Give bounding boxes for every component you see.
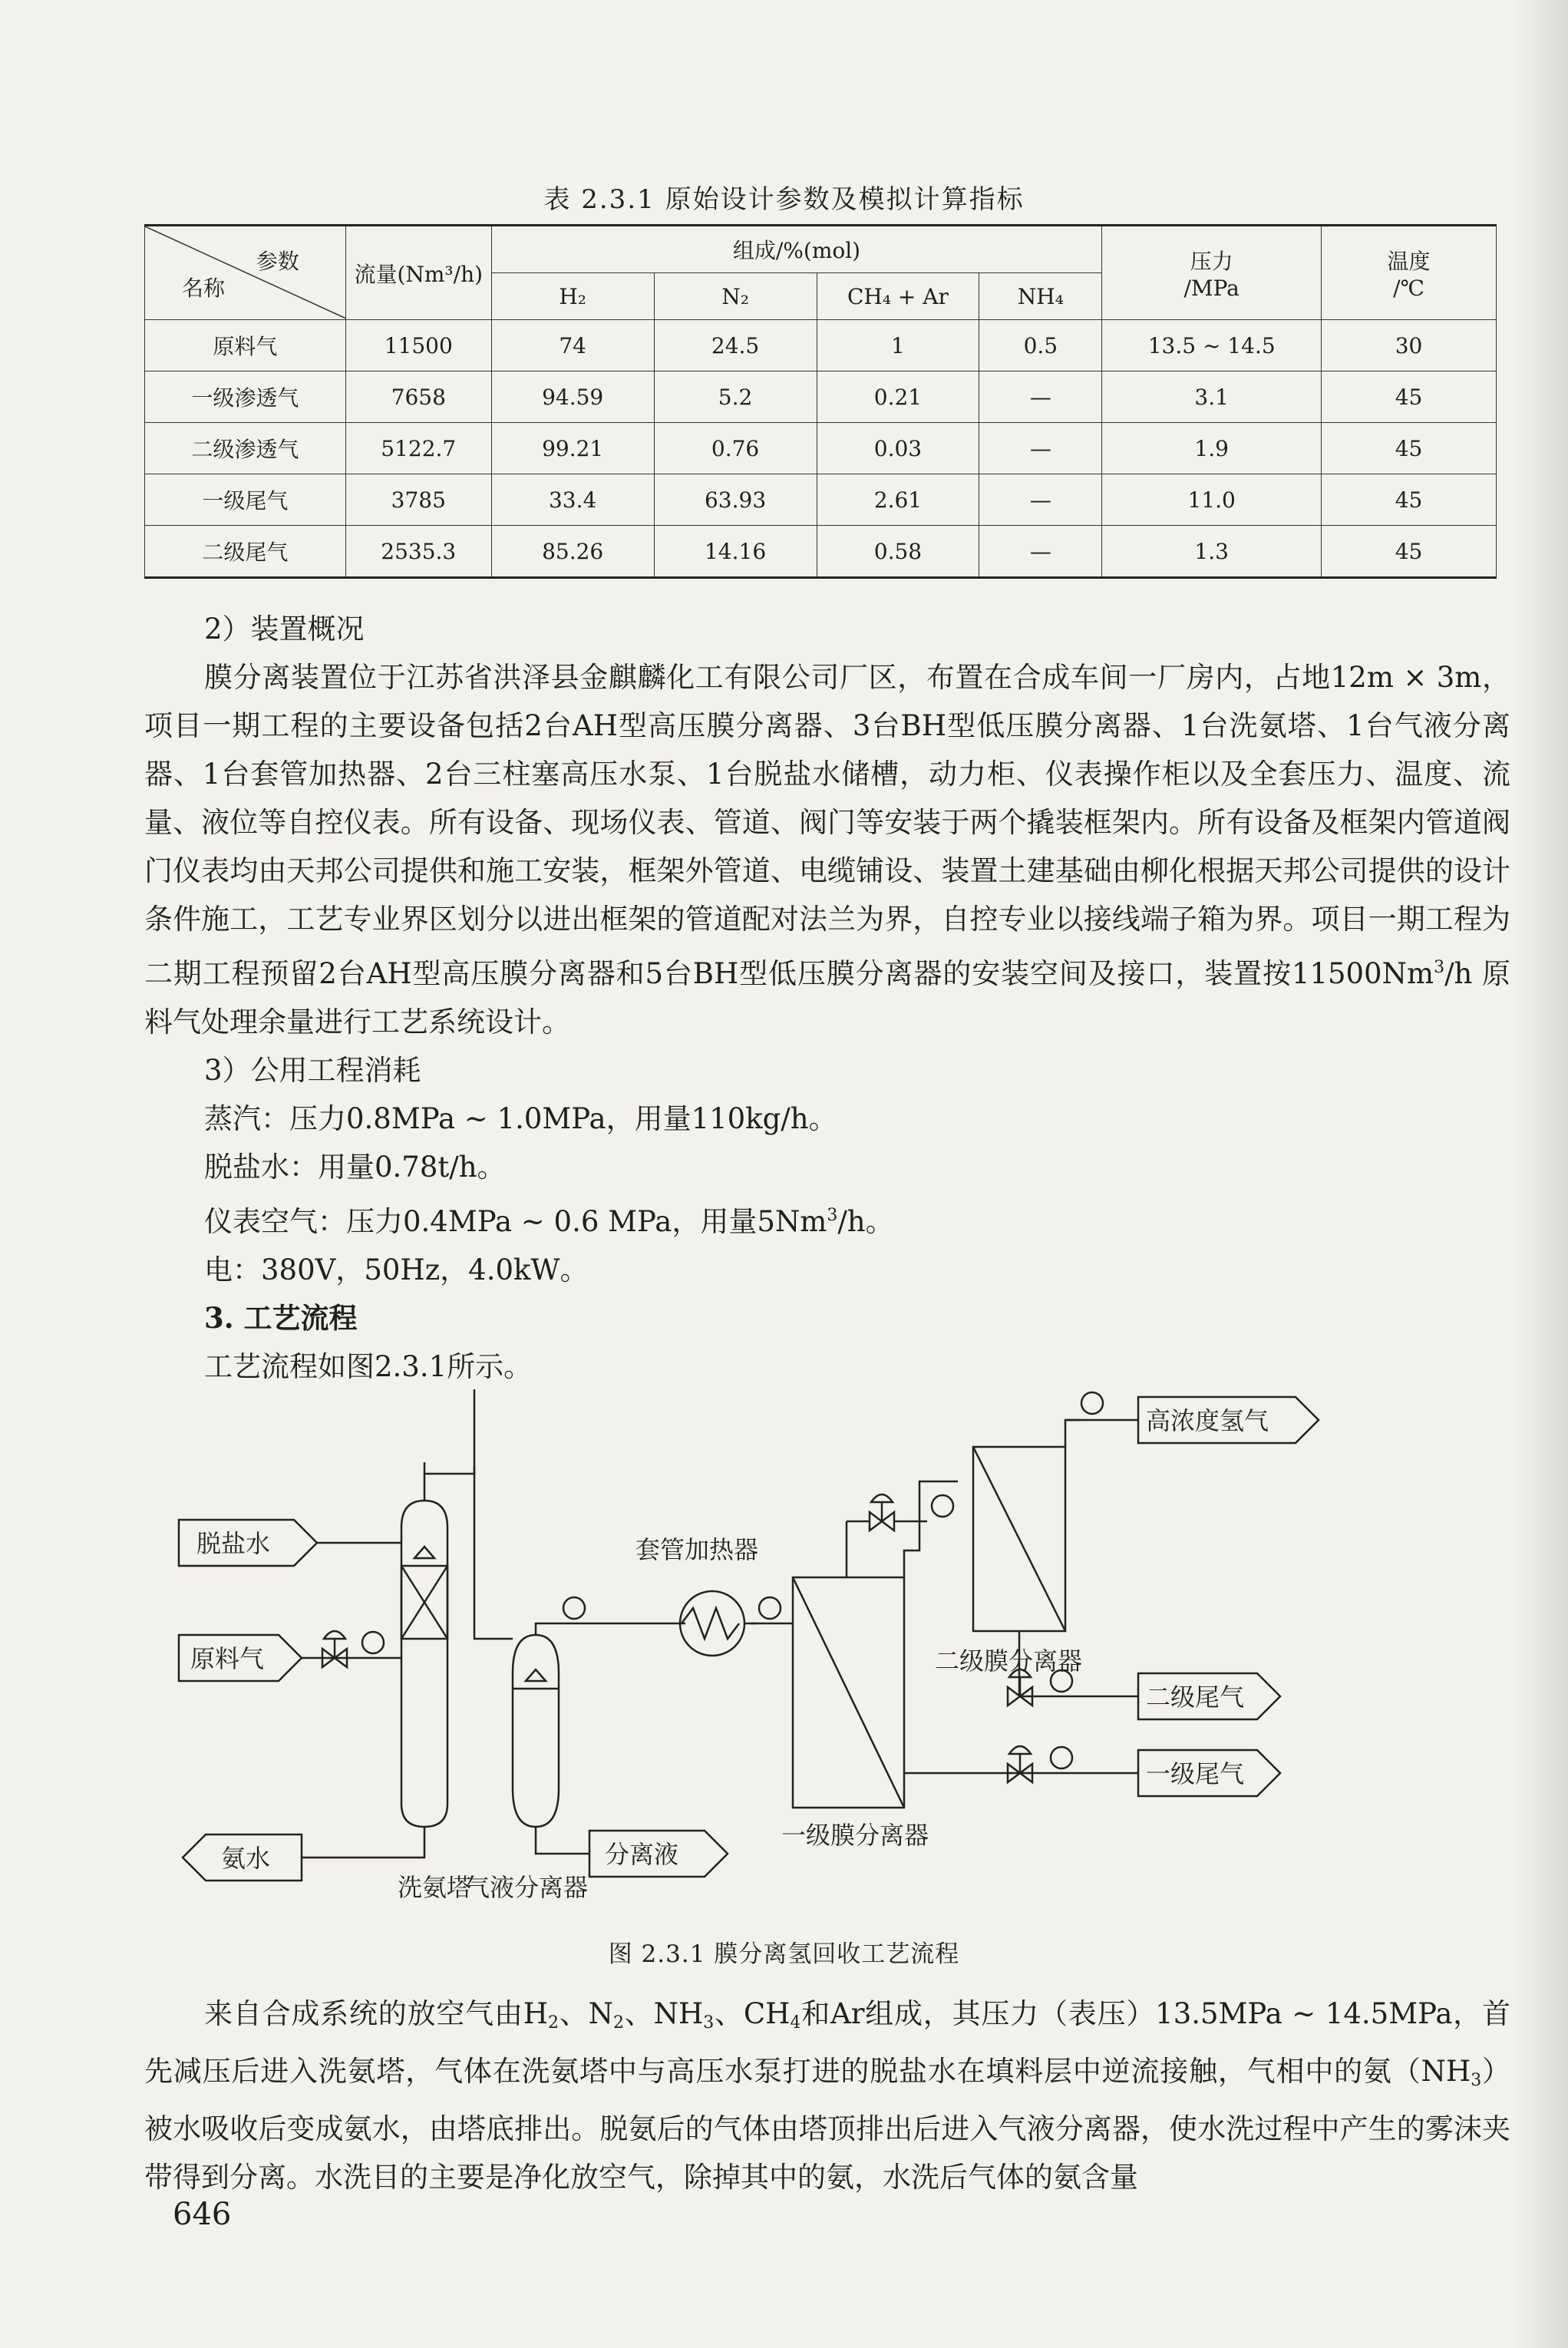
label-gas-liquid-separator: 气液分离器 <box>465 1873 589 1902</box>
body-text-upper <box>144 605 1510 1391</box>
high-purity-hydrogen-box <box>1138 1397 1319 1443</box>
stage1-tail-valve <box>1008 1746 1032 1782</box>
stage1-tail-box <box>1138 1750 1280 1796</box>
utility-power: 电：380V，50Hz，4.0kW。 <box>204 1253 589 1286</box>
stage2-tail-box <box>1138 1673 1280 1719</box>
paragraph-overview: 膜分离装置位于江苏省洪泽县金麒麟化工有限公司厂区，布置在合成车间一厂房内，占地12m × 3m，项目一期工程的主要设备包括2台AH型高压膜分离器、3台BH型低压膜分离器、1台洗氨塔、1台气液分离器、1台套管加热器、2台三柱塞高压水泵、1台脱盐水储槽，动力柜、仪表操作柜以及全套压力、温度、流量、液位等自控仪表。所有设备、现场仪表、管道、阀门等安装于两个撬装框架内。所有设备及框架内管道阀门仪表均由天邦公司提供和施工安装，框架外管道、电缆铺设、装置土建基础由柳化根据天邦公司提供的设计条件施工，工艺专业界区划分以进出框架的管道配对法兰为界，自控专业以接线端子箱为界。项目一期工程为二期工程预留2台AH型高压膜分离器和5台BH型低压膜分离器的安装空间及接口，装置按11500Nm$^3$/h 原料气处理余量进行工艺系统设计。 <box>144 661 1511 1039</box>
label-stage1: 一级膜分离器 <box>781 1821 929 1850</box>
label-stage2: 二级膜分离器 <box>935 1646 1083 1676</box>
utility-water: 脱盐水：用量0.78t/h。 <box>204 1151 506 1184</box>
table-row: 一级尾气 3785 33.4 63.93 2.61 — 11.0 45 <box>145 474 1497 526</box>
gas-liquid-separator <box>513 1635 559 1827</box>
utility-steam: 蒸汽：压力0.8MPa ~ 1.0MPa，用量110kg/h。 <box>204 1102 837 1135</box>
design-parameters-table <box>144 224 1497 579</box>
utility-air: 仪表空气：压力0.4MPa ~ 0.6 MPa，用量5Nm$^3$/h。 <box>204 1205 894 1238</box>
header-name: 名称 <box>182 276 226 301</box>
header-nh4: NH₄ <box>979 273 1102 320</box>
label-wash-tower: 洗氨塔 <box>398 1873 472 1902</box>
svg-text:脱盐水: 脱盐水 <box>196 1529 271 1558</box>
heater-instrument <box>759 1597 781 1619</box>
section-heading-overview: 2）装置概况 <box>204 613 365 646</box>
table-row: 一级渗透气 7658 94.59 5.2 0.21 — 3.1 45 <box>145 372 1497 423</box>
product-instrument <box>1081 1392 1103 1414</box>
figure-caption: 图 2.3.1 膜分离氢回收工艺流程 <box>608 1940 960 1968</box>
header-ch4ar: CH₄ + Ar <box>817 273 979 320</box>
stage2-instrument <box>932 1495 953 1517</box>
svg-text:高浓度氢气: 高浓度氢气 <box>1146 1406 1269 1435</box>
table-caption: 表 2.3.1 原始设计参数及模拟计算指标 <box>543 184 1025 215</box>
svg-text:原料气: 原料气 <box>190 1644 265 1673</box>
header-temperature: 温度 /℃ <box>1322 226 1497 320</box>
stage2-feed-valve <box>870 1494 894 1531</box>
wash-tower <box>401 1501 447 1827</box>
header-h2: H₂ <box>491 273 654 320</box>
diagonal-header-cell <box>145 226 346 320</box>
header-pressure: 压力 /MPa <box>1102 226 1322 320</box>
header-composition: 组成/%(mol) <box>491 226 1102 273</box>
header-params: 参数 <box>256 249 299 274</box>
section-heading-utilities: 3）公用工程消耗 <box>204 1054 421 1087</box>
feed-gas-box <box>179 1635 302 1681</box>
table-row: 原料气 11500 74 24.5 1 0.5 13.5 ~ 14.5 30 <box>145 320 1497 372</box>
page-edge-shadow <box>1514 0 1568 2348</box>
separated-liquid-box <box>589 1831 728 1877</box>
label-heater: 套管加热器 <box>635 1535 759 1564</box>
body-text-lower <box>144 1990 1510 2201</box>
svg-text:一级尾气: 一级尾气 <box>1146 1759 1245 1788</box>
ammonia-water-box <box>183 1834 302 1881</box>
double-pipe-heater <box>680 1591 744 1656</box>
table-row: 二级尾气 2535.3 85.26 14.16 0.58 — 1.3 45 <box>145 526 1497 578</box>
page-number: 646 <box>173 2197 232 2232</box>
process-heading: 3. 工艺流程 <box>204 1301 358 1335</box>
paragraph-process-description: 来自合成系统的放空气由$H_2$、$N_2$、$NH_3$、$CH_4$和Ar组成，其压力（表压）13.5MPa ~ 14.5MPa，首先减压后进入洗氨塔，气体在洗氨塔中与高压水泵打进的脱盐水在填料层中逆流接触，气相中的氨$(NH_3)$被水吸收后变成氨水，由塔底排出。脱氨后的气体由塔顶排出后进入气液分离器，使水洗过程中产生的雾沫夹带得到分离。水洗目的主要是净化放空气，除掉其中的氨，水洗后气体的氨含量 <box>144 1997 1511 2194</box>
stage1-membrane-separator <box>793 1577 904 1808</box>
feed-valve <box>322 1631 347 1667</box>
header-n2: N₂ <box>654 273 817 320</box>
svg-text:分离液: 分离液 <box>605 1840 679 1869</box>
stage2-membrane-separator <box>973 1447 1065 1631</box>
svg-text:氨水: 氨水 <box>221 1844 271 1873</box>
header-flow: 流量(Nm³/h) <box>345 226 491 320</box>
tail1-instrument <box>1051 1747 1072 1768</box>
svg-text:二级尾气: 二级尾气 <box>1146 1683 1245 1712</box>
process-intro: 工艺流程如图2.3.1所示。 <box>204 1350 533 1383</box>
separator-instrument <box>563 1597 585 1619</box>
table-row: 二级渗透气 5122.7 99.21 0.76 0.03 — 1.9 45 <box>145 423 1497 474</box>
process-flow-diagram <box>144 1374 1510 1957</box>
feed-instrument <box>362 1632 384 1653</box>
desalted-water-box <box>179 1520 317 1566</box>
